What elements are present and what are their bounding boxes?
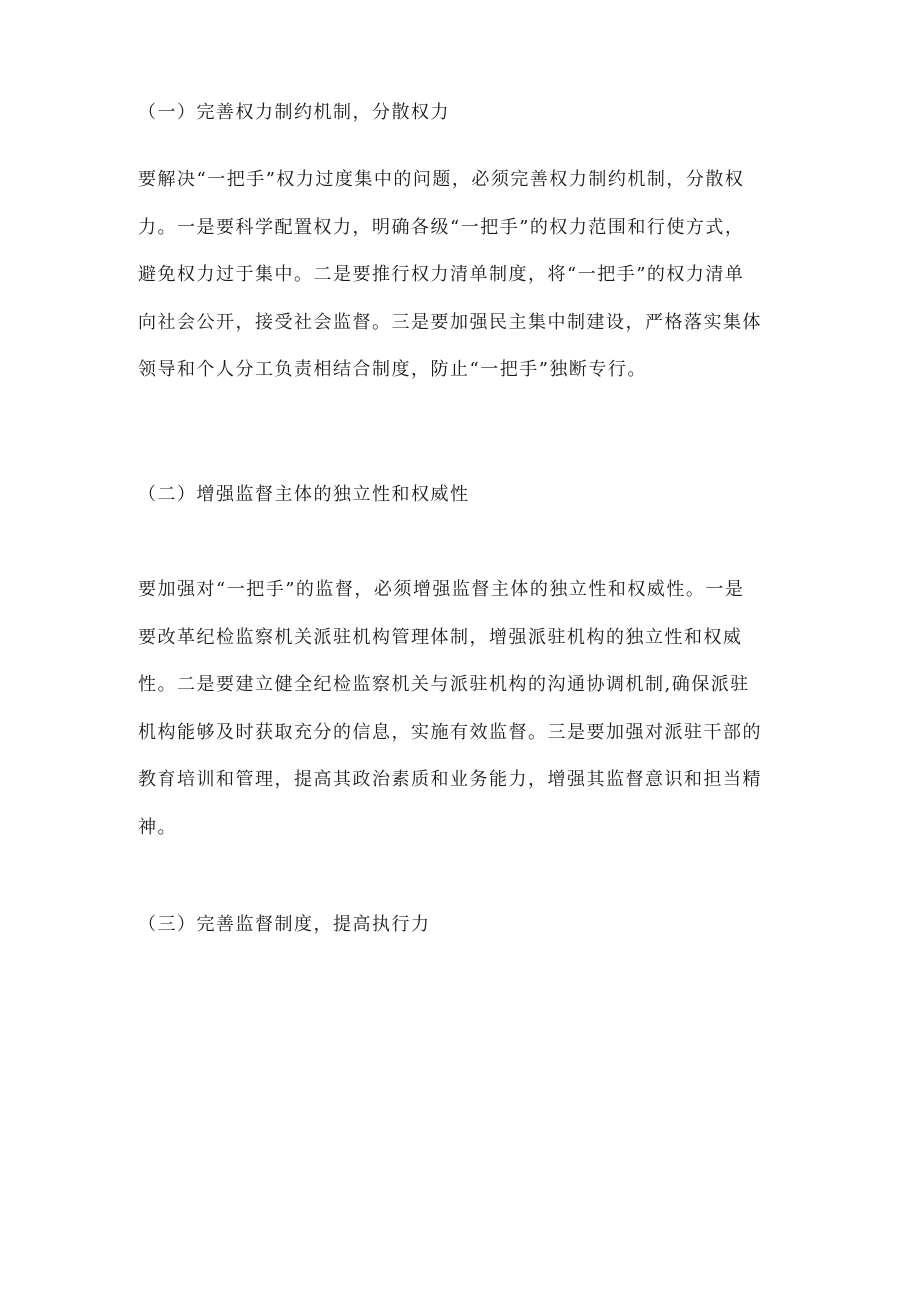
section-paragraph-2: [138, 566, 790, 851]
section-paragraph-1: [138, 156, 790, 394]
section-heading-1: （一）完善权力制约机制，分散权力: [138, 102, 450, 123]
paragraph-line: 性。二是要建立健全纪检监察机关与派驻机构的沟通协调机制,确保派驻: [138, 674, 750, 695]
paragraph-line: 领导和个人分工负责相结合制度，防止“一把手”独断专行。: [138, 359, 647, 380]
paragraph-line: 机构能够及时获取充分的信息，实施有效监督。三是要加强对派驻干部的: [138, 721, 762, 743]
section-heading-3: （三）完善监督制度，提高执行力: [138, 914, 431, 935]
paragraph-line: 教育培训和管理，提高其政治素质和业务能力，增强其监督意识和担当精: [138, 769, 762, 790]
section-heading-2: （二）增强监督主体的独立性和权威性: [138, 484, 470, 505]
paragraph-line: 力。一是要科学配置权力，明确各级“一把手”的权力范围和行使方式，: [138, 216, 745, 238]
paragraph-line: 向社会公开，接受社会监督。三是要加强民主集中制建设，严格落实集体: [138, 311, 762, 333]
paragraph-line: 神。: [138, 816, 177, 838]
paragraph-line: 要解决“一把手”权力过度集中的问题，必须完善权力制约机制，分散权: [138, 169, 745, 190]
paragraph-line: 要改革纪检监察机关派驻机构管理体制，增强派驻机构的独立性和权威: [138, 626, 743, 648]
paragraph-line: 要加强对“一把手”的监督，必须增强监督主体的独立性和权威性。一是: [138, 579, 745, 600]
paragraph-line: 避免权力过于集中。二是要推行权力清单制度，将“一把手”的权力清单: [138, 264, 745, 285]
